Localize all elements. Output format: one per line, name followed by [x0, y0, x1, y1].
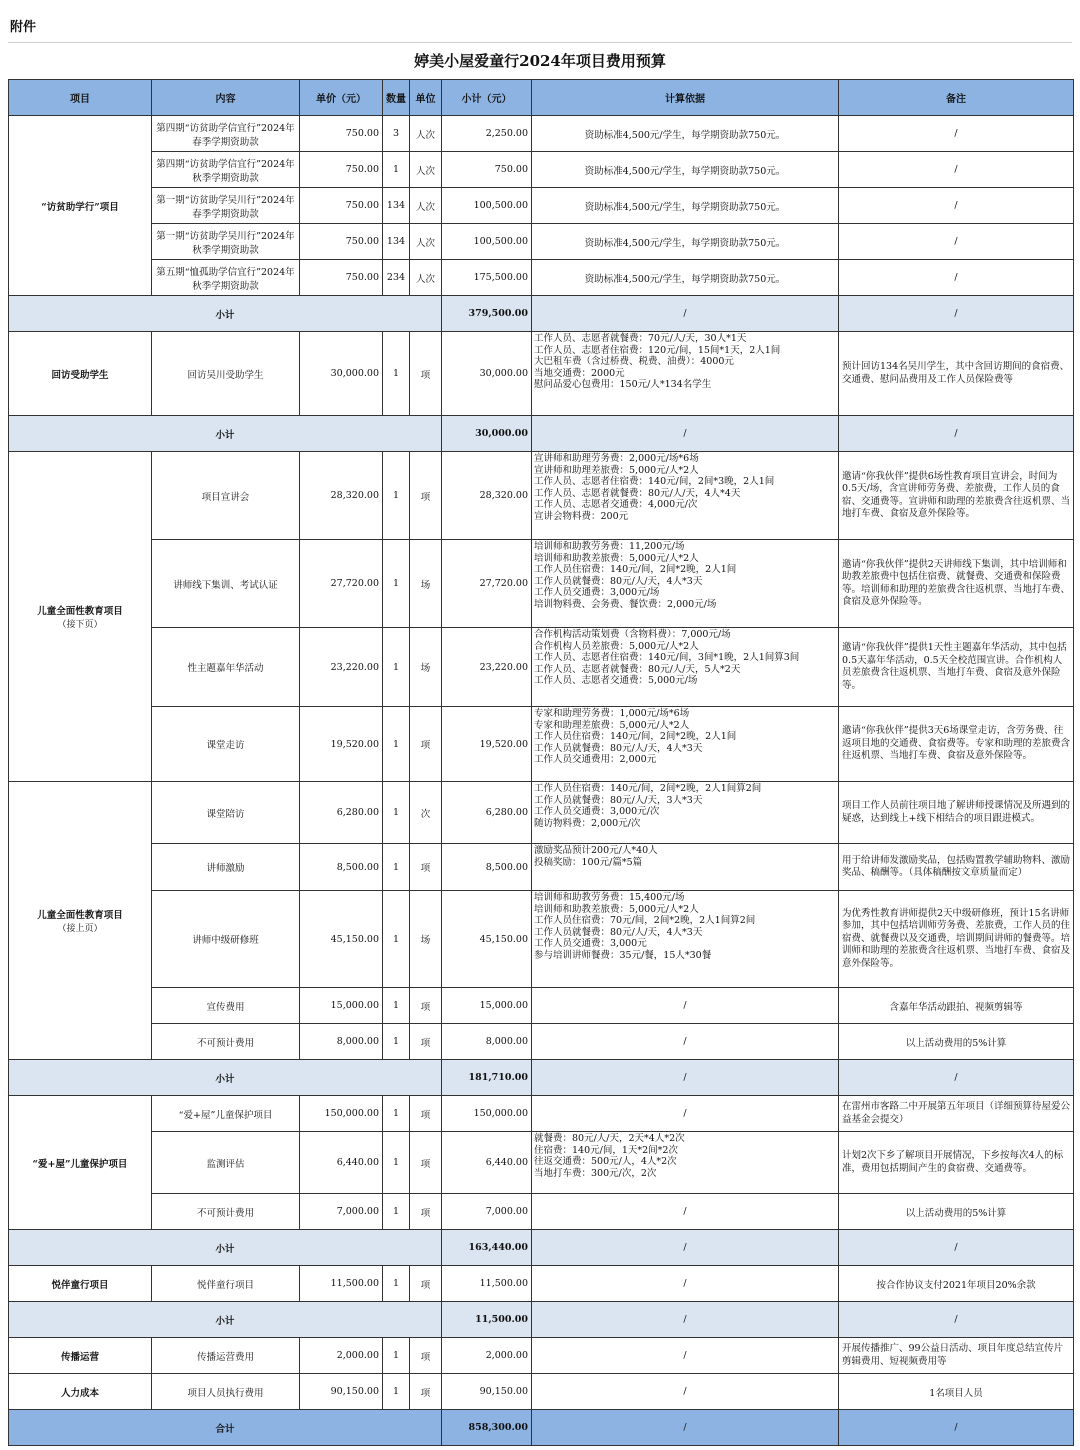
- subtotal-cell: 8,500.00: [442, 844, 532, 891]
- page-title: 婷美小屋爱童行2024年项目费用预算: [414, 52, 666, 70]
- subtotal-cell: 90,150.00: [442, 1374, 532, 1410]
- table-row: [9, 1024, 1074, 1060]
- col-header-basis: 计算依据: [532, 80, 839, 116]
- budget-table: [8, 79, 1074, 1446]
- basis-line: 随访物料费：2,000元/次: [534, 817, 641, 829]
- attachment-label: 附件: [10, 20, 37, 35]
- subtotal-cell: 2,000.00: [442, 1338, 532, 1374]
- basis-line: 工作人员、志愿者就餐费：70元/人/天，30人*1天: [534, 333, 747, 344]
- price-cell: 150,000.00: [300, 1096, 383, 1132]
- note-cell: 1名项目人员: [839, 1374, 1074, 1410]
- unit-cell: 项: [410, 332, 442, 416]
- content-cell: 第四期“访贫助学信宜行”2024年春季学期资助款: [152, 116, 300, 152]
- qty-cell: 1: [383, 540, 410, 628]
- basis-cell: /: [532, 1230, 839, 1266]
- table-row: [9, 540, 1074, 628]
- content-cell: 第四期“访贫助学信宜行”2024年秋季学期资助款: [152, 152, 300, 188]
- basis-cell: [532, 152, 839, 188]
- basis-line: 工作人员住宿费：70元/间，2间*2晚，2人1间算2间: [534, 915, 756, 926]
- basis-cell: [532, 782, 839, 844]
- basis-line: 工作人员、志愿者就餐费：80元/人/天，5人*2天: [534, 663, 741, 675]
- basis-cell: [532, 628, 839, 707]
- basis-cell: [532, 116, 839, 152]
- price-cell: 6,440.00: [300, 1132, 383, 1194]
- note-cell: 邀请“你我伙伴”提供3天6场课堂走访，含劳务费、往返项目地的交通费、食宿费等。专家和助理的差旅费含往返机票、当地打车费、食宿及意外保险等。: [839, 707, 1074, 782]
- col-header-qty: 数量: [383, 80, 410, 116]
- qty-cell: 1: [383, 1096, 410, 1132]
- basis-line: 资助标准4,500元/学生，每学期资助款750元。: [584, 165, 786, 177]
- subtotal-cell: 15,000.00: [442, 988, 532, 1024]
- note-cell: 邀请“你我伙伴”提供1天性主题嘉年华活动，其中包括0.5天嘉年华活动，0.5天全校范围宣讲。合作机构人员差旅费含往返机票、当地打车费、食宿及意外保险等。: [839, 628, 1074, 707]
- project-cell: [9, 1266, 152, 1302]
- note-cell: 在雷州市客路二中开展第五年项目（详细预算待屋爱公益基金会提交）: [839, 1096, 1074, 1132]
- price-cell: 7,000.00: [300, 1194, 383, 1230]
- unit-cell: 项: [410, 844, 442, 891]
- note-cell: 以上活动费用的5%计算: [839, 1024, 1074, 1060]
- note-cell: /: [839, 116, 1074, 152]
- table-row: [9, 1374, 1074, 1410]
- table-row: [9, 116, 1074, 152]
- project-cell: [9, 116, 152, 296]
- unit-cell: 场: [410, 628, 442, 707]
- basis-line: 慰问品爱心包费用：150元/人*134名学生: [534, 379, 712, 390]
- note-cell: 含嘉年华活动跟拍、视频剪辑等: [839, 988, 1074, 1024]
- basis-cell: [532, 260, 839, 296]
- note-cell: /: [839, 416, 1074, 452]
- basis-line: 培训物料费、会务费、餐饮费：2,000元/场: [534, 598, 717, 610]
- content-cell: 性主题嘉年华活动: [152, 628, 300, 707]
- unit-cell: 项: [410, 1096, 442, 1132]
- subtotal-cell: 750.00: [442, 152, 532, 188]
- table-row: [9, 452, 1074, 540]
- subtotal-cell: 28,320.00: [442, 452, 532, 540]
- col-header-content: 内容: [152, 80, 300, 116]
- unit-cell: 项: [410, 452, 442, 540]
- qty-cell: 1: [383, 844, 410, 891]
- note-cell: /: [839, 296, 1074, 332]
- content-cell: 回访吴川受助学生: [152, 332, 300, 416]
- content-cell: 监测评估: [152, 1132, 300, 1194]
- table-row: [9, 707, 1074, 782]
- unit-cell: 人次: [410, 152, 442, 188]
- table-row: [9, 628, 1074, 707]
- project-cell: [9, 782, 152, 1060]
- unit-cell: 项: [410, 1266, 442, 1302]
- qty-cell: 234: [383, 260, 410, 296]
- basis-line: 专家和助理劳务费：1,000元/场*6场: [534, 708, 690, 719]
- basis-cell: [532, 1132, 839, 1194]
- basis-line: 工作人员、志愿者就餐费：80元/人/天，4人*4天: [534, 487, 741, 499]
- subtotal-cell: 2,250.00: [442, 116, 532, 152]
- price-cell: 11,500.00: [300, 1266, 383, 1302]
- content-cell: 不可预计费用: [152, 1194, 300, 1230]
- basis-line: 参与培训讲师餐费：35元/餐，15人*30餐: [534, 949, 712, 961]
- table-row: [9, 1096, 1074, 1132]
- price-cell: 90,150.00: [300, 1374, 383, 1410]
- basis-line: 工作人员、志愿者交通费：5,000元/场: [534, 675, 698, 686]
- subtotal-amount: 163,440.00: [442, 1230, 532, 1266]
- qty-cell: 134: [383, 224, 410, 260]
- price-cell: 30,000.00: [300, 332, 383, 416]
- col-header-note: 备注: [839, 80, 1074, 116]
- note-cell: /: [839, 224, 1074, 260]
- qty-cell: 1: [383, 1024, 410, 1060]
- content-cell: 悦伴童行项目: [152, 1266, 300, 1302]
- basis-cell: [532, 188, 839, 224]
- subtotal-cell: 8,000.00: [442, 1024, 532, 1060]
- unit-cell: 人次: [410, 116, 442, 152]
- basis-line: 工作人员、志愿者住宿费：140元/间，3间*1晚，2人1间算3间: [534, 652, 800, 663]
- note-cell: 预计回访134名吴川学生，其中含回访期间的食宿费、交通费、慰问品费用及工作人员保险费等: [839, 332, 1074, 416]
- price-cell: 750.00: [300, 152, 383, 188]
- divider: [8, 42, 1072, 43]
- content-cell: 第五期“恤孤助学信宜行”2024年秋季学期资助款: [152, 260, 300, 296]
- subtotal-cell: 100,500.00: [442, 224, 532, 260]
- basis-cell: /: [532, 1060, 839, 1096]
- content-cell: 课堂陪访: [152, 782, 300, 844]
- basis-line: 大巴租车费（含过桥费、税费、油费）：4000元: [534, 356, 734, 367]
- project-note: （接上页）: [57, 924, 103, 934]
- subtotal-cell: 6,440.00: [442, 1132, 532, 1194]
- content-cell: 第一期“访贫助学吴川行”2024年秋季学期资助款: [152, 224, 300, 260]
- table-row: [9, 1266, 1074, 1302]
- subtotal-amount: 30,000.00: [442, 416, 532, 452]
- basis-cell: /: [532, 1024, 839, 1060]
- subtotal-cell: 100,500.00: [442, 188, 532, 224]
- table-row: [9, 1132, 1074, 1194]
- price-cell: 750.00: [300, 188, 383, 224]
- subtotal-row: [9, 1060, 1074, 1096]
- basis-line: 工作人员就餐费：80元/人/天，3人*3天: [534, 794, 703, 806]
- content-cell: 第一期“访贫助学吴川行”2024年春季学期资助款: [152, 188, 300, 224]
- basis-cell: [532, 891, 839, 988]
- project-cell: [9, 1374, 152, 1410]
- price-cell: 8,500.00: [300, 844, 383, 891]
- basis-cell: /: [532, 1266, 839, 1302]
- price-cell: 750.00: [300, 116, 383, 152]
- note-cell: 邀请“你我伙伴”提供6场性教育项目宣讲会，时间为0.5天/场，含宣讲师劳务费、差旅费，工作人员的食宿、交通费等。宣讲师和助理的差旅费含往返机票、当地打车费、食宿及意外保险等。: [839, 452, 1074, 540]
- basis-line: 工作人员、志愿者交通费：4,000元/次: [534, 499, 698, 510]
- basis-line: 资助标准4,500元/学生，每学期资助款750元。: [584, 237, 786, 249]
- basis-cell: /: [532, 1302, 839, 1338]
- basis-cell: /: [532, 1194, 839, 1230]
- project-cell: [9, 1338, 152, 1374]
- table-row: [9, 260, 1074, 296]
- table-row: [9, 988, 1074, 1024]
- unit-cell: 场: [410, 540, 442, 628]
- table-row: [9, 332, 1074, 416]
- basis-line: 工作人员交通费：3,000元: [534, 938, 647, 949]
- basis-cell: [532, 540, 839, 628]
- basis-line: 资助标准4,500元/学生，每学期资助款750元。: [584, 129, 786, 141]
- qty-cell: 134: [383, 188, 410, 224]
- qty-cell: 1: [383, 628, 410, 707]
- price-cell: 19,520.00: [300, 707, 383, 782]
- note-cell: /: [839, 1410, 1074, 1446]
- basis-line: 宣讲师和助理差旅费：5,000元/人*2人: [534, 464, 699, 476]
- unit-cell: 项: [410, 1194, 442, 1230]
- subtotal-cell: 6,280.00: [442, 782, 532, 844]
- note-cell: /: [839, 1060, 1074, 1096]
- basis-cell: /: [532, 1410, 839, 1446]
- basis-line: 工作人员住宿费：140元/间，2间*2晚，2人1间: [534, 731, 737, 742]
- basis-line: 培训师和助教劳务费：11,200元/场: [534, 541, 685, 552]
- basis-line: 宣讲会物料费：200元: [534, 510, 629, 522]
- project-name: 儿童全面性教育项目: [37, 606, 123, 617]
- basis-line: 往返交通费：500元/人，4人*2次: [534, 1156, 677, 1167]
- basis-line: 专家和助理差旅费：5,000元/人*2人: [534, 719, 690, 731]
- table-row: [9, 782, 1074, 844]
- note-cell: 按合作协议支付2021年项目20%余款: [839, 1266, 1074, 1302]
- project-name: “访贫助学行”项目: [41, 201, 119, 213]
- basis-cell: /: [532, 1338, 839, 1374]
- basis-line: 工作人员就餐费：80元/人/天，4人*3天: [534, 926, 703, 938]
- subtotal-label: 小计: [9, 1230, 442, 1266]
- basis-cell: [532, 332, 839, 416]
- subtotal-cell: 30,000.00: [442, 332, 532, 416]
- basis-cell: [532, 452, 839, 540]
- qty-cell: 1: [383, 891, 410, 988]
- basis-line: 投稿奖励：100元/篇*5篇: [534, 856, 643, 868]
- col-header-price: 单价（元）: [300, 80, 383, 116]
- unit-cell: 人次: [410, 188, 442, 224]
- price-cell: 28,320.00: [300, 452, 383, 540]
- subtotal-cell: 45,150.00: [442, 891, 532, 988]
- unit-cell: 项: [410, 1374, 442, 1410]
- unit-cell: 项: [410, 1024, 442, 1060]
- subtotal-row: [9, 1230, 1074, 1266]
- qty-cell: 1: [383, 988, 410, 1024]
- price-cell: 750.00: [300, 260, 383, 296]
- subtotal-label: 小计: [9, 296, 442, 332]
- col-header-unit: 单位: [410, 80, 442, 116]
- price-cell: 8,000.00: [300, 1024, 383, 1060]
- basis-line: 工作人员交通费：3,000元/次: [534, 806, 660, 817]
- note-cell: /: [839, 1302, 1074, 1338]
- price-cell: 45,150.00: [300, 891, 383, 988]
- col-header-project: 项目: [9, 80, 152, 116]
- subtotal-cell: 150,000.00: [442, 1096, 532, 1132]
- qty-cell: 1: [383, 452, 410, 540]
- subtotal-row: [9, 296, 1074, 332]
- unit-cell: 人次: [410, 260, 442, 296]
- basis-line: 合作机构活动策划费（含物料费）：7,000元/场: [534, 629, 731, 640]
- note-cell: /: [839, 260, 1074, 296]
- table-row: [9, 224, 1074, 260]
- project-note: （接下页）: [57, 620, 103, 630]
- note-cell: /: [839, 1230, 1074, 1266]
- total-row: [9, 1410, 1074, 1446]
- subtotal-label: 小计: [9, 416, 442, 452]
- basis-line: 工作人员就餐费：80元/人/天，4人*3天: [534, 575, 703, 587]
- subtotal-amount: 379,500.00: [442, 296, 532, 332]
- note-cell: 以上活动费用的5%计算: [839, 1194, 1074, 1230]
- basis-cell: /: [532, 296, 839, 332]
- subtotal-label: 小计: [9, 1060, 442, 1096]
- subtotal-amount: 11,500.00: [442, 1302, 532, 1338]
- unit-cell: 场: [410, 891, 442, 988]
- project-name: 回访受助学生: [51, 369, 109, 381]
- basis-line: 激励奖品预计200元/人*40人: [534, 845, 658, 856]
- price-cell: 23,220.00: [300, 628, 383, 707]
- qty-cell: 1: [383, 1194, 410, 1230]
- note-cell: 计划2次下乡了解项目开展情况，下乡按每次4人的标准，费用包括期间产生的食宿费、交通费等。: [839, 1132, 1074, 1194]
- subtotal-cell: 27,720.00: [442, 540, 532, 628]
- note-cell: 为优秀性教育讲师提供2天中级研修班，预计15名讲师参加，其中包括培训师劳务费、差旅费，工作人员的住宿费、就餐费以及交通费，培训期间讲师的餐费等。培训师和助理的差旅费含往返机票、当地打车费、食宿及意外保险等。: [839, 891, 1074, 988]
- basis-cell: [532, 707, 839, 782]
- note-cell: /: [839, 152, 1074, 188]
- unit-cell: 项: [410, 707, 442, 782]
- table-row: [9, 152, 1074, 188]
- content-cell: 不可预计费用: [152, 1024, 300, 1060]
- subtotal-cell: 11,500.00: [442, 1266, 532, 1302]
- basis-line: 培训师和助教劳务费：15,400元/场: [534, 892, 685, 903]
- subtotal-cell: 7,000.00: [442, 1194, 532, 1230]
- content-cell: “爱+屋”儿童保护项目: [152, 1096, 300, 1132]
- table-row: [9, 188, 1074, 224]
- table-row: [9, 891, 1074, 988]
- basis-line: 培训师和助教差旅费：5,000元/人*2人: [534, 552, 699, 564]
- basis-cell: /: [532, 416, 839, 452]
- basis-line: 资助标准4,500元/学生，每学期资助款750元。: [584, 201, 786, 213]
- note-cell: 开展传播推广、99公益日活动、项目年度总结宣传片剪辑费用、短视频费用等: [839, 1338, 1074, 1374]
- subtotal-cell: 19,520.00: [442, 707, 532, 782]
- header-row: [9, 80, 1074, 116]
- qty-cell: 1: [383, 1374, 410, 1410]
- table-row: [9, 844, 1074, 891]
- content-cell: 项目人员执行费用: [152, 1374, 300, 1410]
- content-cell: 宣传费用: [152, 988, 300, 1024]
- content-cell: 课堂走访: [152, 707, 300, 782]
- project-name: 悦伴童行项目: [51, 1279, 109, 1291]
- basis-line: 工作人员住宿费：140元/间，2间*2晚，2人1间算2间: [534, 783, 762, 794]
- project-name: 儿童全面性教育项目: [37, 910, 123, 921]
- unit-cell: 人次: [410, 224, 442, 260]
- basis-line: 当地交通费：2000元: [534, 367, 625, 379]
- total-label: 合计: [9, 1410, 442, 1446]
- project-name: “爱+屋”儿童保护项目: [32, 1158, 128, 1170]
- price-cell: 6,280.00: [300, 782, 383, 844]
- basis-line: 合作机构人员差旅费：5,000元/人*2人: [534, 640, 699, 652]
- note-cell: /: [839, 188, 1074, 224]
- content-cell: 讲师激励: [152, 844, 300, 891]
- qty-cell: 3: [383, 116, 410, 152]
- unit-cell: 项: [410, 1132, 442, 1194]
- qty-cell: 1: [383, 332, 410, 416]
- basis-line: 工作人员交通费用：2,000元: [534, 754, 657, 765]
- basis-cell: /: [532, 1096, 839, 1132]
- basis-line: 就餐费：80元/人/天，2天*4人*2次: [534, 1133, 685, 1144]
- project-name: 人力成本: [60, 1387, 99, 1399]
- subtotal-amount: 181,710.00: [442, 1060, 532, 1096]
- basis-line: 资助标准4,500元/学生，每学期资助款750元。: [584, 273, 786, 285]
- note-cell: 邀请“你我伙伴”提供2天讲师线下集训，其中培训师和助教差旅费中包括住宿费、就餐费、交通费和保险费等。培训师和助理的差旅费含往返机票、当地打车费、食宿及意外保险等。: [839, 540, 1074, 628]
- col-header-subtotal: 小计（元）: [442, 80, 532, 116]
- basis-line: 宣讲师和助理劳务费：2,000元/场*6场: [534, 453, 699, 464]
- unit-cell: 项: [410, 1338, 442, 1374]
- basis-line: 工作人员、志愿者住宿费：140元/间，2间*3晚，2人1间: [534, 476, 775, 487]
- qty-cell: 1: [383, 152, 410, 188]
- project-cell: [9, 1096, 152, 1230]
- unit-cell: 项: [410, 988, 442, 1024]
- project-cell: [9, 332, 152, 416]
- basis-line: 工作人员交通费：3,000元/场: [534, 587, 660, 598]
- note-cell: 用于给讲师发激励奖品，包括购置教学辅助物料、激励奖品、稿酬等。（具体稿酬按文章质量而定）: [839, 844, 1074, 891]
- qty-cell: 1: [383, 1132, 410, 1194]
- content-cell: 讲师线下集训、考试认证: [152, 540, 300, 628]
- table-body: [9, 116, 1074, 1446]
- price-cell: 750.00: [300, 224, 383, 260]
- subtotal-amount: 858,300.00: [442, 1410, 532, 1446]
- qty-cell: 1: [383, 782, 410, 844]
- content-cell: 讲师中级研修班: [152, 891, 300, 988]
- basis-line: 住宿费：140元/间，1天*2间*2次: [534, 1144, 678, 1156]
- subtotal-cell: 23,220.00: [442, 628, 532, 707]
- note-cell: 项目工作人员前往项目地了解讲师授课情况及所遇到的疑惑，达到线上+线下相结合的项目跟进模式。: [839, 782, 1074, 844]
- table-row: [9, 1194, 1074, 1230]
- table-row: [9, 1338, 1074, 1374]
- unit-cell: 次: [410, 782, 442, 844]
- basis-cell: [532, 224, 839, 260]
- subtotal-cell: 175,500.00: [442, 260, 532, 296]
- qty-cell: 1: [383, 1266, 410, 1302]
- subtotal-row: [9, 1302, 1074, 1338]
- basis-cell: [532, 844, 839, 891]
- content-cell: 项目宣讲会: [152, 452, 300, 540]
- price-cell: 27,720.00: [300, 540, 383, 628]
- basis-cell: /: [532, 988, 839, 1024]
- subtotal-label: 小计: [9, 1302, 442, 1338]
- project-name: 传播运营: [60, 1351, 99, 1363]
- qty-cell: 1: [383, 707, 410, 782]
- subtotal-row: [9, 416, 1074, 452]
- basis-line: 工作人员、志愿者住宿费：120元/间，15间*1天，2人1间: [534, 344, 781, 356]
- basis-line: 工作人员就餐费：80元/人/天，4人*3天: [534, 742, 703, 754]
- content-cell: 传播运营费用: [152, 1338, 300, 1374]
- price-cell: 2,000.00: [300, 1338, 383, 1374]
- price-cell: 15,000.00: [300, 988, 383, 1024]
- basis-line: 培训师和助教差旅费：5,000元/人*2人: [534, 903, 699, 915]
- qty-cell: 1: [383, 1338, 410, 1374]
- basis-line: 工作人员住宿费：140元/间，2间*2晚，2人1间: [534, 564, 737, 575]
- basis-cell: /: [532, 1374, 839, 1410]
- project-cell: [9, 452, 152, 782]
- basis-line: 当地打车费：300元/次，2次: [534, 1167, 657, 1179]
